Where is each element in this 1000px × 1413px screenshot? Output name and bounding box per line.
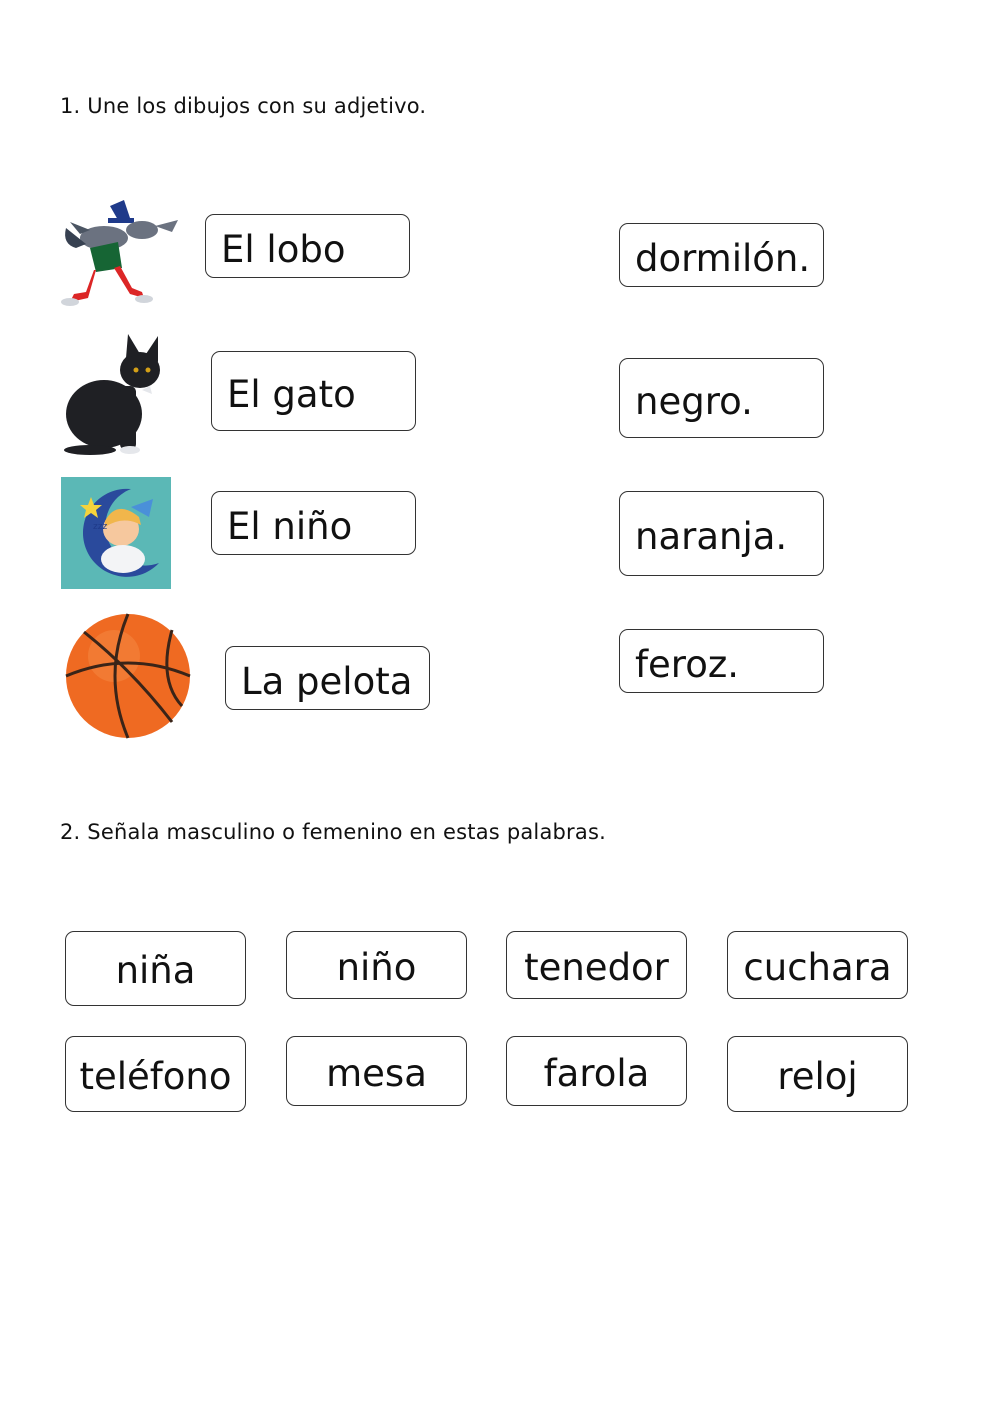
exercise-1-instruction: 1. Une los dibujos con su adjetivo. xyxy=(60,94,427,118)
adjective-box-feroz: feroz. xyxy=(619,629,824,693)
adjective-box-dormilon: dormilón. xyxy=(619,223,824,287)
subject-box-el-lobo: El lobo xyxy=(205,214,410,278)
word-box: mesa xyxy=(286,1036,467,1106)
sleeping-child-moon-icon xyxy=(61,477,171,589)
word-box: tenedor xyxy=(506,931,687,999)
word-box: niño xyxy=(286,931,467,999)
word-box: niña xyxy=(65,931,246,1006)
basketball-icon xyxy=(62,610,196,740)
adjective-box-naranja: naranja. xyxy=(619,491,824,576)
wolf-icon xyxy=(60,198,182,310)
word-box: farola xyxy=(506,1036,687,1106)
word-box: teléfono xyxy=(65,1036,246,1112)
word-box: cuchara xyxy=(727,931,908,999)
word-box: reloj xyxy=(727,1036,908,1112)
adjective-box-negro: negro. xyxy=(619,358,824,438)
black-cat-icon xyxy=(60,330,166,456)
subject-box-el-nino: El niño xyxy=(211,491,416,555)
exercise-2-instruction: 2. Señala masculino o femenino en estas palabras. xyxy=(60,820,606,844)
subject-box-el-gato: El gato xyxy=(211,351,416,431)
subject-box-la-pelota: La pelota xyxy=(225,646,430,710)
svg-text:zzz: zzz xyxy=(93,522,108,532)
